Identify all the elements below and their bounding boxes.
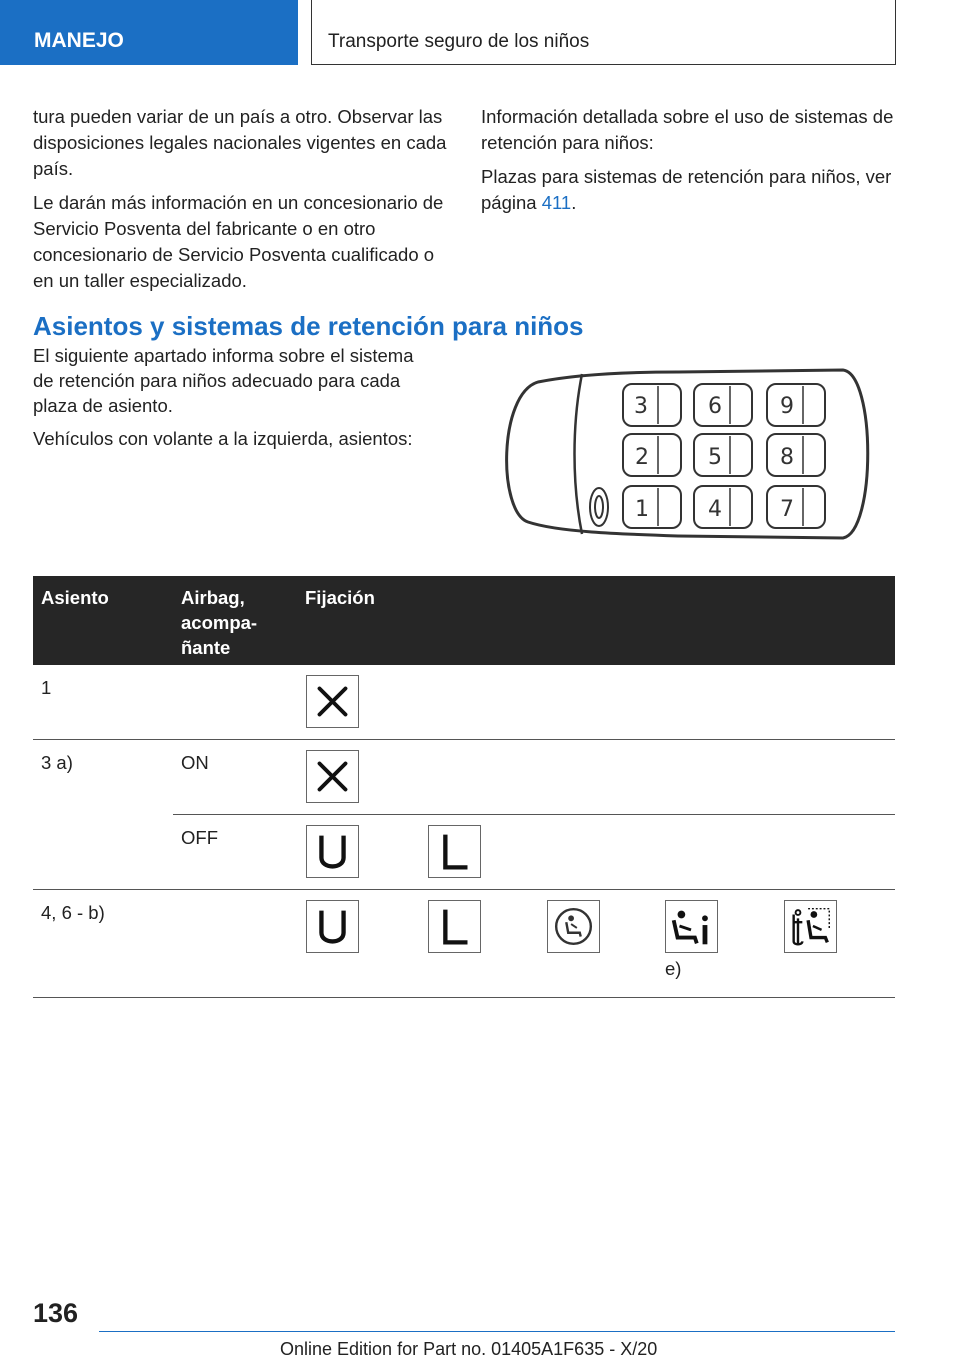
header-airbag: Airbag, acompa-ñante bbox=[181, 587, 258, 658]
header-fixing: Fijación bbox=[305, 587, 375, 608]
seat-label-6: 6 bbox=[708, 394, 722, 419]
right-paragraph-2 bbox=[481, 164, 901, 216]
cross-icon bbox=[306, 675, 359, 728]
steering-wheel-icon bbox=[590, 488, 608, 526]
row-seat: 4, 6 - b) bbox=[41, 902, 105, 923]
right-column bbox=[481, 104, 901, 224]
intro-paragraph-1: El siguiente apartado informa sobre el sistema de retención para niños adecuado para cada plaza de asiento. bbox=[33, 345, 414, 416]
seat-4 bbox=[694, 486, 752, 528]
seat-1 bbox=[623, 486, 681, 528]
isize-seat-icon bbox=[547, 900, 600, 953]
section-heading: Asientos y sistemas de retención para niños bbox=[33, 311, 584, 341]
seat-6 bbox=[694, 384, 752, 426]
seat-compatibility-table bbox=[33, 576, 895, 998]
semi-universal-l-icon bbox=[428, 900, 481, 953]
seat-layout-diagram bbox=[498, 364, 878, 542]
table-header bbox=[33, 576, 895, 665]
seat-8 bbox=[767, 434, 825, 476]
header-seat: Asiento bbox=[41, 587, 109, 608]
footer-divider bbox=[99, 1331, 895, 1332]
table-row bbox=[33, 740, 895, 815]
seat-3 bbox=[623, 384, 681, 426]
row-airbag: ON bbox=[181, 752, 209, 773]
page-link[interactable]: 411 bbox=[541, 192, 572, 213]
seat-7 bbox=[767, 486, 825, 528]
seat-label-1: 1 bbox=[635, 497, 649, 522]
row-divider bbox=[33, 997, 895, 998]
footer-edition: Online Edition for Part no. 01405A1F635 - X/20 bbox=[280, 1339, 658, 1359]
header-section: MANEJO bbox=[0, 0, 298, 65]
child-seat-info-icon bbox=[665, 900, 718, 953]
seat-5 bbox=[694, 434, 752, 476]
table-row bbox=[33, 815, 895, 890]
isofix-anchor-seat-icon bbox=[784, 900, 837, 953]
intro-paragraph-2: Vehículos con volante a la izquierda, asientos: bbox=[33, 428, 413, 449]
row-note: e) bbox=[665, 958, 682, 979]
page-number: 136 bbox=[33, 1298, 79, 1328]
universal-u-icon bbox=[306, 900, 359, 953]
right-paragraph-2-text: Plazas para sistemas de retención para niños, ver página bbox=[481, 166, 892, 213]
seat-label-7: 7 bbox=[780, 497, 794, 522]
seat-label-8: 8 bbox=[780, 445, 794, 470]
seat-label-3: 3 bbox=[634, 394, 648, 419]
seat-2 bbox=[623, 434, 681, 476]
header-title: Transporte seguro de los niños bbox=[311, 0, 896, 65]
seat-label-5: 5 bbox=[708, 445, 722, 470]
table-row bbox=[33, 665, 895, 740]
car-body-outline bbox=[507, 370, 868, 538]
right-paragraph-1: Información detallada sobre el uso de sistemas de retención para niños: bbox=[481, 106, 894, 153]
row-airbag: OFF bbox=[181, 827, 218, 848]
seat-label-9: 9 bbox=[780, 394, 794, 419]
left-column bbox=[33, 104, 451, 302]
row-seat: 1 bbox=[41, 677, 52, 698]
row-seat: 3 a) bbox=[41, 752, 73, 773]
table-row bbox=[33, 890, 895, 998]
left-paragraph-2: Le darán más información en un concesionario de Servicio Posventa del fabricante o en otro concesionario de Servicio Posventa cualificado o en un taller especializado. bbox=[33, 192, 444, 291]
car-front-line bbox=[575, 374, 583, 534]
seat-9 bbox=[767, 384, 825, 426]
seat-label-2: 2 bbox=[635, 445, 649, 470]
seat-label-4: 4 bbox=[708, 497, 722, 522]
semi-universal-l-icon bbox=[428, 825, 481, 878]
cross-icon bbox=[306, 750, 359, 803]
universal-u-icon bbox=[306, 825, 359, 878]
section-intro bbox=[33, 343, 433, 459]
seat-grid bbox=[623, 384, 825, 528]
right-paragraph-2-end: . bbox=[571, 192, 577, 213]
left-paragraph-1: tura pueden variar de un país a otro. Observar las disposiciones legales nacionales vigentes en cada país. bbox=[33, 106, 447, 179]
